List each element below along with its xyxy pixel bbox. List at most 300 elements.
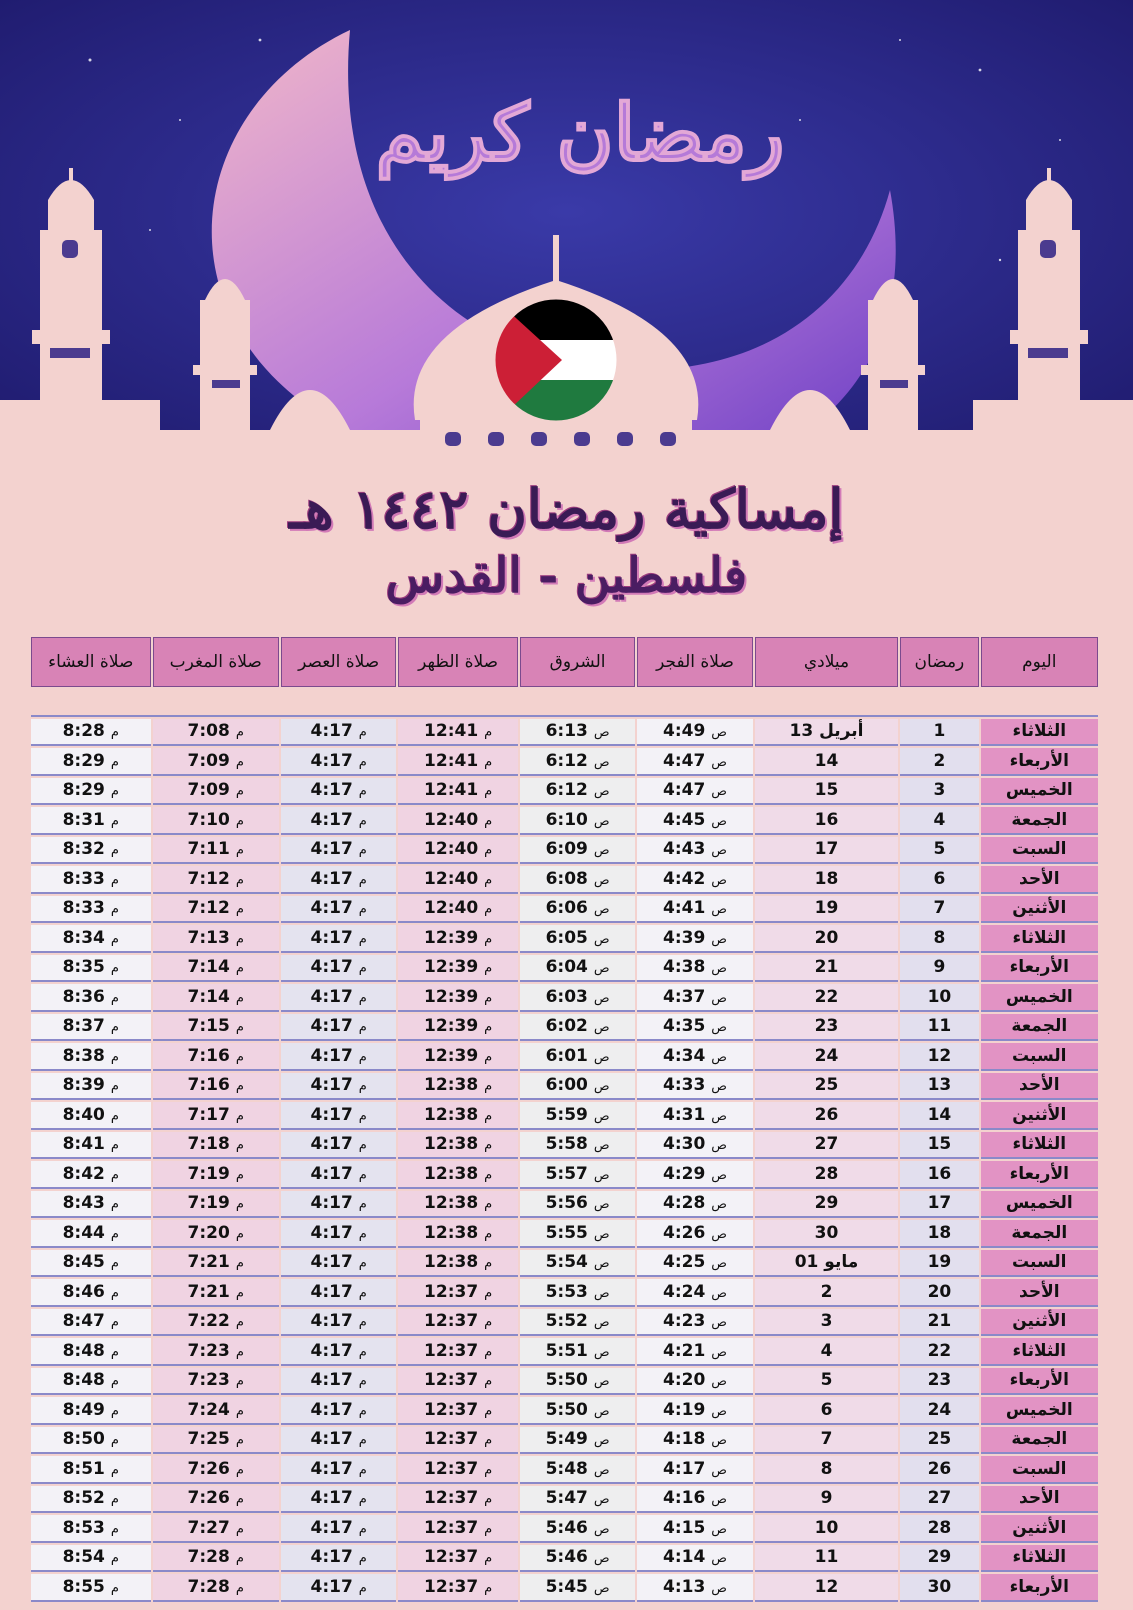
time-suffix: م <box>484 872 493 888</box>
time-value: 4:17 <box>310 1370 353 1391</box>
time-suffix: م <box>110 1138 119 1154</box>
time-value: 4:29 <box>663 1163 706 1184</box>
time-suffix: م <box>235 1285 244 1301</box>
asr-time-cell <box>281 1397 396 1425</box>
time-value: 7:21 <box>187 1281 230 1302</box>
time-value: 7:26 <box>187 1488 230 1509</box>
ramadan-day-cell: 18 <box>900 1220 978 1248</box>
time-suffix: م <box>484 1580 493 1596</box>
time-suffix: ص <box>593 902 610 918</box>
time-value: 4:17 <box>310 1458 353 1479</box>
maghrib-time-cell <box>153 955 279 983</box>
dhuhr-time-cell <box>398 1309 517 1337</box>
ramadan-day-cell: 21 <box>900 1309 978 1337</box>
time-value: 8:29 <box>62 780 105 801</box>
table-row <box>31 1220 1098 1248</box>
ramadan-day-cell: 7 <box>900 896 978 924</box>
gregorian-date-cell: 26 <box>755 1102 899 1130</box>
dhuhr-time-cell <box>398 1456 517 1484</box>
time-value: 6:01 <box>545 1045 588 1066</box>
time-suffix: ص <box>593 961 610 977</box>
time-suffix: ص <box>711 1551 728 1567</box>
time-value: 8:48 <box>62 1370 105 1391</box>
table-row <box>31 1132 1098 1160</box>
time-suffix: م <box>235 1433 244 1449</box>
ramadan-day-cell: 30 <box>900 1574 978 1602</box>
ramadan-day-cell: 13 <box>900 1073 978 1101</box>
time-suffix: م <box>484 1108 493 1124</box>
time-suffix: ص <box>593 1256 610 1272</box>
time-value: 8:35 <box>62 957 105 978</box>
maghrib-time-cell <box>153 748 279 776</box>
time-suffix: ص <box>593 1285 610 1301</box>
time-suffix: م <box>235 1226 244 1242</box>
time-suffix: م <box>358 1079 367 1095</box>
time-suffix: م <box>235 1315 244 1331</box>
dhuhr-time-cell <box>398 1515 517 1543</box>
time-suffix: ص <box>593 872 610 888</box>
time-suffix: م <box>110 1403 119 1419</box>
time-value: 12:37 <box>424 1429 479 1450</box>
time-suffix: م <box>484 931 493 947</box>
time-suffix: م <box>358 784 367 800</box>
time-suffix: ص <box>711 872 728 888</box>
time-value: 4:34 <box>663 1045 706 1066</box>
time-suffix: ص <box>711 990 728 1006</box>
isha-time-cell <box>31 866 151 894</box>
time-value: 4:47 <box>663 750 706 771</box>
isha-time-cell <box>31 778 151 806</box>
shuruq-time-cell <box>520 719 635 747</box>
isha-time-cell <box>31 925 151 953</box>
time-value: 4:28 <box>663 1193 706 1214</box>
asr-time-cell <box>281 1161 396 1189</box>
time-suffix: م <box>484 754 493 770</box>
fajr-time-cell <box>637 1456 752 1484</box>
table-row <box>31 778 1098 806</box>
time-value: 8:52 <box>62 1488 105 1509</box>
fajr-time-cell <box>637 1486 752 1514</box>
maghrib-time-cell <box>153 1397 279 1425</box>
maghrib-time-cell <box>153 719 279 747</box>
ramadan-day-cell: 16 <box>900 1161 978 1189</box>
day-cell: الأحد <box>981 1486 1098 1514</box>
maghrib-time-cell <box>153 896 279 924</box>
imsakiya-table <box>29 635 1100 1604</box>
time-value: 12:37 <box>424 1281 479 1302</box>
table-row <box>31 1486 1098 1514</box>
time-value: 4:17 <box>310 750 353 771</box>
isha-time-cell <box>31 1486 151 1514</box>
time-suffix: م <box>358 1197 367 1213</box>
table-row <box>31 1191 1098 1219</box>
isha-time-cell <box>31 955 151 983</box>
gregorian-date-cell: 14 <box>755 748 899 776</box>
asr-time-cell <box>281 1220 396 1248</box>
time-suffix: م <box>484 1433 493 1449</box>
asr-time-cell <box>281 896 396 924</box>
time-suffix: م <box>235 1167 244 1183</box>
time-value: 4:17 <box>310 868 353 889</box>
fajr-time-cell <box>637 1574 752 1602</box>
fajr-time-cell <box>637 748 752 776</box>
time-suffix: م <box>358 1492 367 1508</box>
time-value: 8:54 <box>62 1547 105 1568</box>
time-value: 6:09 <box>545 839 588 860</box>
gregorian-date-cell: 3 <box>755 1309 899 1337</box>
time-suffix: م <box>358 902 367 918</box>
gregorian-date-cell: 11 <box>755 1545 899 1573</box>
time-value: 5:57 <box>545 1163 588 1184</box>
time-value: 4:17 <box>310 986 353 1007</box>
maghrib-time-cell <box>153 1574 279 1602</box>
time-value: 4:45 <box>663 809 706 830</box>
time-suffix: م <box>358 1256 367 1272</box>
time-suffix: ص <box>593 1492 610 1508</box>
ramadan-day-cell: 27 <box>900 1486 978 1514</box>
time-value: 5:46 <box>545 1547 588 1568</box>
table-row <box>31 1338 1098 1366</box>
maghrib-time-cell <box>153 1161 279 1189</box>
gregorian-date-cell: 17 <box>755 837 899 865</box>
isha-time-cell <box>31 1132 151 1160</box>
time-suffix: ص <box>593 1403 610 1419</box>
time-suffix: م <box>358 1580 367 1596</box>
time-value: 4:19 <box>663 1399 706 1420</box>
day-cell: الثلاثاء <box>981 1338 1098 1366</box>
dhuhr-time-cell <box>398 1427 517 1455</box>
time-value: 4:26 <box>663 1222 706 1243</box>
dhuhr-time-cell <box>398 1338 517 1366</box>
time-suffix: ص <box>711 725 728 741</box>
time-suffix: ص <box>593 1049 610 1065</box>
time-value: 7:21 <box>187 1252 230 1273</box>
isha-time-cell <box>31 1368 151 1396</box>
dhuhr-time-cell <box>398 925 517 953</box>
time-value: 12:40 <box>424 809 479 830</box>
time-value: 4:17 <box>310 1252 353 1273</box>
time-suffix: م <box>110 784 119 800</box>
time-value: 6:12 <box>545 780 588 801</box>
ramadan-day-cell: 12 <box>900 1043 978 1071</box>
fajr-time-cell <box>637 1220 752 1248</box>
gregorian-date-cell: 10 <box>755 1515 899 1543</box>
time-value: 8:44 <box>62 1222 105 1243</box>
time-value: 4:37 <box>663 986 706 1007</box>
time-value: 8:50 <box>62 1429 105 1450</box>
time-value: 12:37 <box>424 1488 479 1509</box>
shuruq-time-cell <box>520 778 635 806</box>
isha-time-cell <box>31 1191 151 1219</box>
dhuhr-time-cell <box>398 1191 517 1219</box>
day-cell: الأحد <box>981 1073 1098 1101</box>
time-suffix: م <box>110 1462 119 1478</box>
maghrib-time-cell <box>153 1279 279 1307</box>
dhuhr-time-cell <box>398 807 517 835</box>
asr-time-cell <box>281 807 396 835</box>
isha-time-cell <box>31 1338 151 1366</box>
gregorian-date-cell: أبريل 13 <box>755 719 899 747</box>
header-dhuhr: صلاة الظهر <box>398 637 517 687</box>
fajr-time-cell <box>637 778 752 806</box>
gregorian-date-cell: 20 <box>755 925 899 953</box>
time-value: 5:48 <box>545 1458 588 1479</box>
time-value: 8:49 <box>62 1399 105 1420</box>
time-value: 12:40 <box>424 868 479 889</box>
time-value: 4:43 <box>663 839 706 860</box>
banner-illustration <box>0 0 1133 470</box>
time-suffix: ص <box>593 990 610 1006</box>
time-suffix: ص <box>711 1403 728 1419</box>
shuruq-time-cell <box>520 1456 635 1484</box>
dhuhr-time-cell <box>398 1014 517 1042</box>
time-value: 8:40 <box>62 1104 105 1125</box>
time-value: 6:10 <box>545 809 588 830</box>
time-suffix: م <box>358 1020 367 1036</box>
day-cell: الأربعاء <box>981 1161 1098 1189</box>
gregorian-date-cell: 15 <box>755 778 899 806</box>
shuruq-time-cell <box>520 1220 635 1248</box>
ramadan-day-cell: 1 <box>900 719 978 747</box>
time-suffix: ص <box>711 813 728 829</box>
asr-time-cell <box>281 1102 396 1130</box>
time-suffix: ص <box>593 1079 610 1095</box>
asr-time-cell <box>281 1368 396 1396</box>
time-suffix: م <box>484 1403 493 1419</box>
time-value: 8:47 <box>62 1311 105 1332</box>
gregorian-date-cell: 16 <box>755 807 899 835</box>
time-suffix: م <box>358 725 367 741</box>
time-suffix: م <box>484 1462 493 1478</box>
shuruq-time-cell <box>520 1397 635 1425</box>
isha-time-cell <box>31 807 151 835</box>
shuruq-time-cell <box>520 1338 635 1366</box>
time-value: 12:39 <box>424 1045 479 1066</box>
time-suffix: م <box>235 1462 244 1478</box>
time-suffix: م <box>235 784 244 800</box>
time-value: 4:17 <box>310 839 353 860</box>
time-suffix: م <box>358 1108 367 1124</box>
time-suffix: م <box>110 1374 119 1390</box>
dhuhr-time-cell <box>398 955 517 983</box>
time-suffix: ص <box>711 1315 728 1331</box>
time-suffix: ص <box>711 1285 728 1301</box>
time-suffix: ص <box>711 1020 728 1036</box>
time-suffix: م <box>484 1020 493 1036</box>
ramadan-day-cell: 4 <box>900 807 978 835</box>
time-value: 7:09 <box>187 780 230 801</box>
asr-time-cell <box>281 1486 396 1514</box>
time-suffix: م <box>110 1256 119 1272</box>
time-value: 5:50 <box>545 1370 588 1391</box>
day-cell: الخميس <box>981 1397 1098 1425</box>
gregorian-date-cell: 24 <box>755 1043 899 1071</box>
fajr-time-cell <box>637 925 752 953</box>
isha-time-cell <box>31 896 151 924</box>
maghrib-time-cell <box>153 1102 279 1130</box>
time-value: 6:02 <box>545 1016 588 1037</box>
table-row <box>31 837 1098 865</box>
time-value: 12:38 <box>424 1104 479 1125</box>
time-suffix: م <box>358 1403 367 1419</box>
time-value: 7:20 <box>187 1222 230 1243</box>
time-suffix: ص <box>711 1167 728 1183</box>
time-value: 4:31 <box>663 1104 706 1125</box>
time-value: 7:11 <box>187 839 230 860</box>
ramadan-day-cell: 20 <box>900 1279 978 1307</box>
ramadan-day-cell: 28 <box>900 1515 978 1543</box>
gregorian-date-cell: 12 <box>755 1574 899 1602</box>
time-suffix: م <box>235 1344 244 1360</box>
header-day: اليوم <box>981 637 1098 687</box>
fajr-time-cell <box>637 1161 752 1189</box>
time-value: 4:14 <box>663 1547 706 1568</box>
time-value: 8:48 <box>62 1340 105 1361</box>
maghrib-time-cell <box>153 1456 279 1484</box>
isha-time-cell <box>31 1397 151 1425</box>
ramadan-day-cell: 14 <box>900 1102 978 1130</box>
time-value: 4:17 <box>310 809 353 830</box>
dhuhr-time-cell <box>398 1545 517 1573</box>
table-row <box>31 1250 1098 1278</box>
time-value: 4:18 <box>663 1429 706 1450</box>
title-block <box>0 470 1133 608</box>
time-value: 4:17 <box>310 1340 353 1361</box>
isha-time-cell <box>31 1043 151 1071</box>
dhuhr-time-cell <box>398 896 517 924</box>
time-value: 4:30 <box>663 1134 706 1155</box>
time-suffix: م <box>484 1492 493 1508</box>
time-value: 8:38 <box>62 1045 105 1066</box>
maghrib-time-cell <box>153 866 279 894</box>
isha-time-cell <box>31 1161 151 1189</box>
time-suffix: م <box>235 1138 244 1154</box>
isha-time-cell <box>31 1220 151 1248</box>
time-suffix: م <box>235 754 244 770</box>
time-value: 6:03 <box>545 986 588 1007</box>
time-suffix: م <box>235 725 244 741</box>
isha-time-cell <box>31 1515 151 1543</box>
ramadan-day-cell: 23 <box>900 1368 978 1396</box>
time-suffix: م <box>358 1315 367 1331</box>
time-suffix: م <box>484 1256 493 1272</box>
day-cell: الثلاثاء <box>981 719 1098 747</box>
time-suffix: م <box>110 1580 119 1596</box>
table-row <box>31 1515 1098 1543</box>
time-value: 12:38 <box>424 1193 479 1214</box>
gregorian-date-cell: 4 <box>755 1338 899 1366</box>
day-cell: الأربعاء <box>981 748 1098 776</box>
table-row <box>31 1397 1098 1425</box>
time-value: 8:32 <box>62 839 105 860</box>
isha-time-cell <box>31 1102 151 1130</box>
dhuhr-time-cell <box>398 748 517 776</box>
shuruq-time-cell <box>520 955 635 983</box>
time-value: 4:38 <box>663 957 706 978</box>
ramadan-day-cell: 26 <box>900 1456 978 1484</box>
ramadan-day-cell: 24 <box>900 1397 978 1425</box>
time-suffix: م <box>110 813 119 829</box>
gregorian-date-cell: 19 <box>755 896 899 924</box>
time-value: 4:17 <box>310 780 353 801</box>
table-row <box>31 984 1098 1012</box>
day-cell: الأثنين <box>981 896 1098 924</box>
time-suffix: م <box>235 1256 244 1272</box>
time-suffix: ص <box>593 754 610 770</box>
time-value: 4:20 <box>663 1370 706 1391</box>
dhuhr-time-cell <box>398 1073 517 1101</box>
ramadan-day-cell: 8 <box>900 925 978 953</box>
dhuhr-time-cell <box>398 1397 517 1425</box>
asr-time-cell <box>281 748 396 776</box>
time-suffix: م <box>484 1138 493 1154</box>
time-suffix: م <box>358 813 367 829</box>
day-cell: الثلاثاء <box>981 925 1098 953</box>
isha-time-cell <box>31 1279 151 1307</box>
fajr-time-cell <box>637 837 752 865</box>
time-suffix: ص <box>711 1344 728 1360</box>
time-value: 12:37 <box>424 1458 479 1479</box>
fajr-time-cell <box>637 1309 752 1337</box>
header-ramadan: رمضان <box>900 637 978 687</box>
day-cell: الأثنين <box>981 1102 1098 1130</box>
gregorian-date-cell: 27 <box>755 1132 899 1160</box>
maghrib-time-cell <box>153 1250 279 1278</box>
time-suffix: م <box>235 902 244 918</box>
fajr-time-cell <box>637 1338 752 1366</box>
time-value: 4:17 <box>310 1134 353 1155</box>
time-value: 4:21 <box>663 1340 706 1361</box>
shuruq-time-cell <box>520 1132 635 1160</box>
dhuhr-time-cell <box>398 984 517 1012</box>
fajr-time-cell <box>637 1073 752 1101</box>
fajr-time-cell <box>637 807 752 835</box>
time-value: 5:53 <box>545 1281 588 1302</box>
fajr-time-cell <box>637 1102 752 1130</box>
maghrib-time-cell <box>153 1220 279 1248</box>
day-cell: الثلاثاء <box>981 1132 1098 1160</box>
day-cell: الجمعة <box>981 1427 1098 1455</box>
time-value: 8:55 <box>62 1576 105 1597</box>
ramadan-day-cell: 11 <box>900 1014 978 1042</box>
time-suffix: م <box>235 843 244 859</box>
time-suffix: م <box>110 1285 119 1301</box>
table-row <box>31 866 1098 894</box>
maghrib-time-cell <box>153 1014 279 1042</box>
time-suffix: ص <box>593 1020 610 1036</box>
time-suffix: ص <box>593 1344 610 1360</box>
asr-time-cell <box>281 925 396 953</box>
time-suffix: م <box>110 1049 119 1065</box>
time-suffix: م <box>358 1167 367 1183</box>
ramadan-day-cell: 17 <box>900 1191 978 1219</box>
time-suffix: م <box>484 1226 493 1242</box>
time-value: 4:17 <box>310 1429 353 1450</box>
time-suffix: م <box>484 1374 493 1390</box>
dhuhr-time-cell <box>398 1279 517 1307</box>
time-suffix: ص <box>593 1226 610 1242</box>
time-value: 6:12 <box>545 750 588 771</box>
gregorian-date-cell: 23 <box>755 1014 899 1042</box>
table-header-row <box>31 637 1098 687</box>
time-suffix: م <box>235 1580 244 1596</box>
time-value: 4:17 <box>310 1547 353 1568</box>
time-suffix: ص <box>711 1079 728 1095</box>
maghrib-time-cell <box>153 1515 279 1543</box>
time-suffix: م <box>484 1079 493 1095</box>
table-row <box>31 1102 1098 1130</box>
shuruq-time-cell <box>520 925 635 953</box>
